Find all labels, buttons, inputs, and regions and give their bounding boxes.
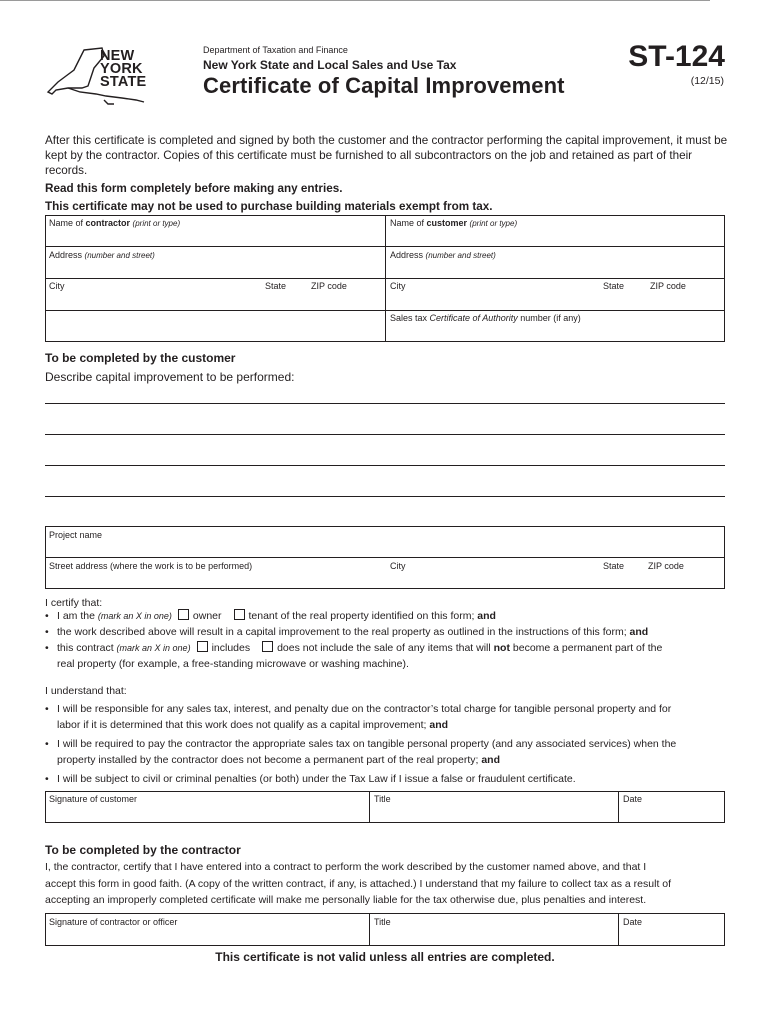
grid-divider (369, 913, 370, 946)
certify-intro: I certify that: (45, 597, 103, 609)
form-number: ST-124 (628, 40, 725, 73)
parties-row-line (385, 310, 725, 311)
customer-section-heading: To be completed by the customer (45, 351, 236, 365)
department-name: Department of Taxation and Finance (203, 45, 348, 55)
includes-label: includes (211, 642, 251, 654)
grid-divider (369, 791, 370, 823)
description-line-3[interactable] (45, 465, 725, 466)
does-not-include-label: does not include the sale of any items that will (277, 642, 494, 654)
read-notice: Read this form completely before making any entries. (45, 182, 343, 195)
logo-line-3: STATE (100, 74, 147, 90)
contractor-name-field[interactable] (49, 218, 180, 228)
contractor-line-3: accepting an improperly completed certificate will make me personally liable for the tax otherwise due, plus penalties and interest. (45, 894, 647, 906)
contractor-section-heading: To be completed by the contractor (45, 843, 241, 857)
contractor-title-field[interactable]: Title (374, 917, 391, 927)
state-logo-text (100, 50, 160, 89)
certificate-of-authority-field[interactable] (390, 313, 581, 323)
owner-checkbox[interactable] (178, 609, 189, 620)
label-bold: customer (426, 218, 468, 228)
note: (mark an X in one) (116, 643, 191, 653)
parties-row-line (45, 310, 385, 311)
text: the work described above will result in a capital improvement to the real property as outlined in the instructions of this form; (57, 626, 627, 638)
label-bold: contractor (85, 218, 131, 228)
contractor-state-field[interactable]: State (265, 281, 287, 291)
parties-row-line (45, 278, 725, 279)
project-city-field[interactable]: City (390, 561, 406, 571)
includes-checkbox[interactable] (197, 641, 208, 652)
understand-intro: I understand that: (45, 685, 127, 697)
form-title: Certificate of Capital Improvement (203, 73, 565, 98)
description-line-2[interactable] (45, 434, 725, 435)
label-note: (number and street) (425, 251, 496, 260)
does-not-include-checkbox[interactable] (262, 641, 273, 652)
label-text: Sales tax (390, 313, 430, 323)
tenant-checkbox[interactable] (234, 609, 245, 620)
validity-notice: This certificate is not valid unless all entries are completed. (215, 950, 555, 964)
description-line-4[interactable] (45, 496, 725, 497)
customer-title-field[interactable]: Title (374, 794, 391, 804)
project-row-line (45, 557, 725, 558)
logo-line-1: NEW (100, 48, 135, 64)
text: I will be required to pay the contractor the appropriate sales tax on tangible personal property (and any associated services) when the (57, 738, 677, 750)
contractor-signature-field[interactable]: Signature of contractor or officer (49, 917, 178, 927)
customer-name-field[interactable] (390, 218, 517, 228)
label-italic: Certificate of Authority (429, 313, 518, 323)
tenant-label: tenant of the real property identified on this form; (248, 610, 475, 622)
contractor-address-field[interactable] (49, 250, 155, 260)
description-line-1[interactable] (45, 403, 725, 404)
text: labor if it is determined that this work does not qualify as a capital improvement; (57, 718, 427, 731)
grid-divider (618, 913, 619, 946)
project-name-field[interactable]: Project name (49, 530, 103, 540)
intro-paragraph: After this certificate is completed and signed by both the customer and the contractor performing the capital improvement, it must be kept by the contractor. Copies of this certificate must be furnished to all subcontractors on the job and retained as part of their records. (45, 134, 728, 177)
form-subtitle: New York State and Local Sales and Use Tax (203, 58, 457, 72)
text: I will be responsible for any sales tax, interest, and penalty due on the contractor’s total charge for tangible personal property and for (57, 703, 672, 715)
customer-state-field[interactable]: State (603, 281, 625, 291)
project-zip-field[interactable]: ZIP code (648, 561, 684, 571)
text: I am the (57, 610, 98, 622)
and-text: and (474, 610, 496, 622)
parties-row-line (45, 246, 725, 247)
contractor-date-field[interactable]: Date (623, 917, 643, 927)
note: (mark an X in one) (97, 611, 172, 621)
project-state-field[interactable]: State (603, 561, 625, 571)
and-text: and (426, 718, 449, 731)
customer-zip-field[interactable]: ZIP code (650, 281, 686, 291)
text: this contract (57, 642, 117, 654)
contractor-zip-field[interactable]: ZIP code (311, 281, 347, 291)
header-divider (0, 0, 710, 1)
owner-label: owner (192, 610, 222, 622)
label-text: Address (390, 250, 424, 260)
form-revision-date: (12/15) (690, 75, 724, 87)
text: property installed by the contractor does not become a permanent part of the real property; (57, 753, 479, 766)
project-street-field[interactable]: Street address (where the work is to be performed) (49, 561, 253, 571)
customer-date-field[interactable]: Date (623, 794, 643, 804)
and-text: and (478, 753, 500, 766)
label-text: Name of (390, 218, 427, 228)
customer-signature-field[interactable]: Signature of customer (49, 794, 138, 804)
and-text: and (626, 626, 649, 638)
exemption-warning: This certificate may not be used to purchase building materials exempt from tax. (45, 200, 493, 213)
logo-line-2: YORK (100, 61, 143, 77)
not-text: not (493, 642, 510, 654)
contractor-city-field[interactable]: City (49, 281, 65, 291)
customer-city-field[interactable]: City (390, 281, 406, 291)
contractor-line-2: accept this form in good faith. (A copy of the written contract, if any, is attached.) I understand that my failure to collect tax as a result of (45, 878, 672, 890)
label-text: number (if any) (517, 313, 581, 323)
contractor-line-1: I, the contractor, certify that I have entered into a contract to perform the work described by the customer named above, and that I (45, 861, 647, 873)
customer-address-field[interactable] (390, 250, 496, 260)
label-note: (print or type) (132, 219, 181, 228)
text: I will be subject to civil or criminal penalties (or both) under the Tax Law if I issue a false or fraudulent certificate. (57, 773, 576, 785)
label-text: Name of (49, 218, 86, 228)
label-note: (print or type) (469, 219, 518, 228)
label-note: (number and street) (84, 251, 155, 260)
grid-divider (618, 791, 619, 823)
text: real property (for example, a free-standing microwave or washing machine). (57, 657, 409, 670)
label-text: Address (49, 250, 83, 260)
describe-improvement-label: Describe capital improvement to be performed: (45, 370, 295, 384)
text: become a permanent part of the (509, 642, 663, 654)
